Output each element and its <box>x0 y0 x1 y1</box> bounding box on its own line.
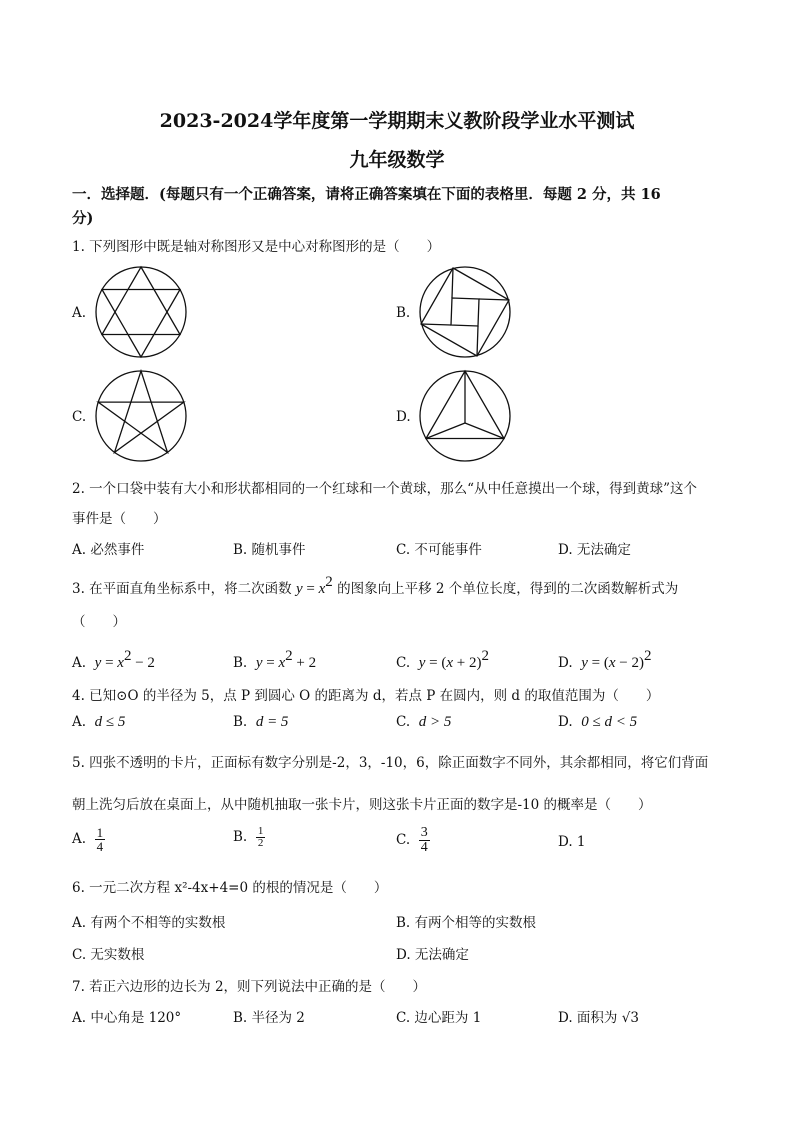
q3-stem-line1: 3. 在平面直角坐标系中，将二次函数 $y = x^2$ 的图象向上平移 2 个单位长度，得到的二次函数解析式为 <box>72 574 679 597</box>
q3-stem-part2: 的图象向上平移 2 个单位长度，得到的二次函数解析式为 <box>337 581 679 597</box>
q1-stem: 1. 下列图形中既是轴对称图形又是中心对称图形的是（ ） <box>72 239 441 255</box>
q3-option-d: D. $y = (x - 2)^2$ <box>558 648 652 671</box>
q3-stem-part1: 3. 在平面直角坐标系中，将二次函数 <box>72 581 292 597</box>
q7-option-d: D. 面积为 √3 <box>558 1010 639 1026</box>
q7-option-c: C. 边心距为 1 <box>396 1010 482 1026</box>
q2-stem-line2: 事件是（ ） <box>72 511 167 527</box>
q2-option-c: C. 不可能事件 <box>396 542 482 558</box>
section-heading-line1: 一．选择题．(每题只有一个正确答案，请将正确答案填在下面的表格里．每题 2 分，共 16 <box>72 186 661 203</box>
q5-stem-line2: 朝上洗匀后放在桌面上，从中随机抽取一张卡片，则这张卡片正面的数字是-10 的概率是（ ） <box>72 797 652 813</box>
q6-option-a: A. 有两个不相等的实数根 <box>72 915 226 931</box>
q3-option-c: C. $y = (x + 2)^2$ <box>396 648 490 671</box>
q7-stem: 7. 若正六边形的边长为 2，则下列说法中正确的是（ ） <box>72 979 427 995</box>
q1-figure-b <box>418 265 512 359</box>
q1-option-d: D. <box>396 409 411 425</box>
q1-option-a: A. <box>72 305 87 321</box>
q5-option-d: D. 1 <box>558 834 586 850</box>
q7-option-a: A. 中心角是 120° <box>72 1010 182 1026</box>
q5-stem-line1: 5. 四张不透明的卡片，正面标有数字分别是-2，3，-10，6，除正面数字不同外，其余都相同，将它们背面 <box>72 755 709 771</box>
q5-option-c: C. $\frac{3}{4}$ <box>396 825 428 855</box>
section-heading-line2: 分) <box>72 210 94 227</box>
q4-option-d: D. 0 ≤ d < 5 <box>558 714 638 730</box>
q1-figure-c <box>94 369 188 463</box>
q4-option-c: C. d > 5 <box>396 714 452 730</box>
q5-option-a: A. $\frac{1}{4}$ <box>72 825 104 854</box>
q4-option-a: A. d ≤ 5 <box>72 714 126 730</box>
q4-stem: 4. 已知⊙O 的半径为 5，点 P 到圆心 O 的距离为 d，若点 P 在圆内，则 d 的取值范围为（ ） <box>72 688 660 704</box>
q2-option-a: A. 必然事件 <box>72 542 145 558</box>
q3-formula-original: y <box>295 581 303 597</box>
q5-option-b: B. $\frac{1}{2}$ <box>233 825 264 849</box>
q2-stem-line1: 2. 一个口袋中装有大小和形状都相同的一个红球和一个黄球，那么“从中任意摸出一个球，得到黄球”这个 <box>72 481 697 497</box>
q1-figure-d <box>418 369 512 463</box>
q3-option-a: A. $y = x^2 - 2$ <box>72 648 155 671</box>
page-title: 2023-2024学年度第一学期期末义教阶段学业水平测试 <box>159 110 635 132</box>
q6-option-c: C. 无实数根 <box>72 947 145 963</box>
q6-stem: 6. 一元二次方程 x²-4x+4=0 的根的情况是（ ） <box>72 880 388 896</box>
q3-option-b: B. $y = x^2 + 2$ <box>233 648 317 671</box>
q7-option-b: B. 半径为 2 <box>233 1010 305 1026</box>
q2-option-d: D. 无法确定 <box>558 542 631 558</box>
page-subtitle: 九年级数学 <box>349 149 445 171</box>
q6-option-d: D. 无法确定 <box>396 947 469 963</box>
q2-option-b: B. 随机事件 <box>233 542 306 558</box>
q4-option-b: B. d = 5 <box>233 714 289 730</box>
q1-option-c: C. <box>72 409 87 425</box>
q3-stem-line2: （ ） <box>72 614 126 630</box>
q1-figure-a <box>94 265 188 359</box>
q1-option-b: B. <box>396 305 411 321</box>
q6-option-b: B. 有两个相等的实数根 <box>396 915 537 931</box>
